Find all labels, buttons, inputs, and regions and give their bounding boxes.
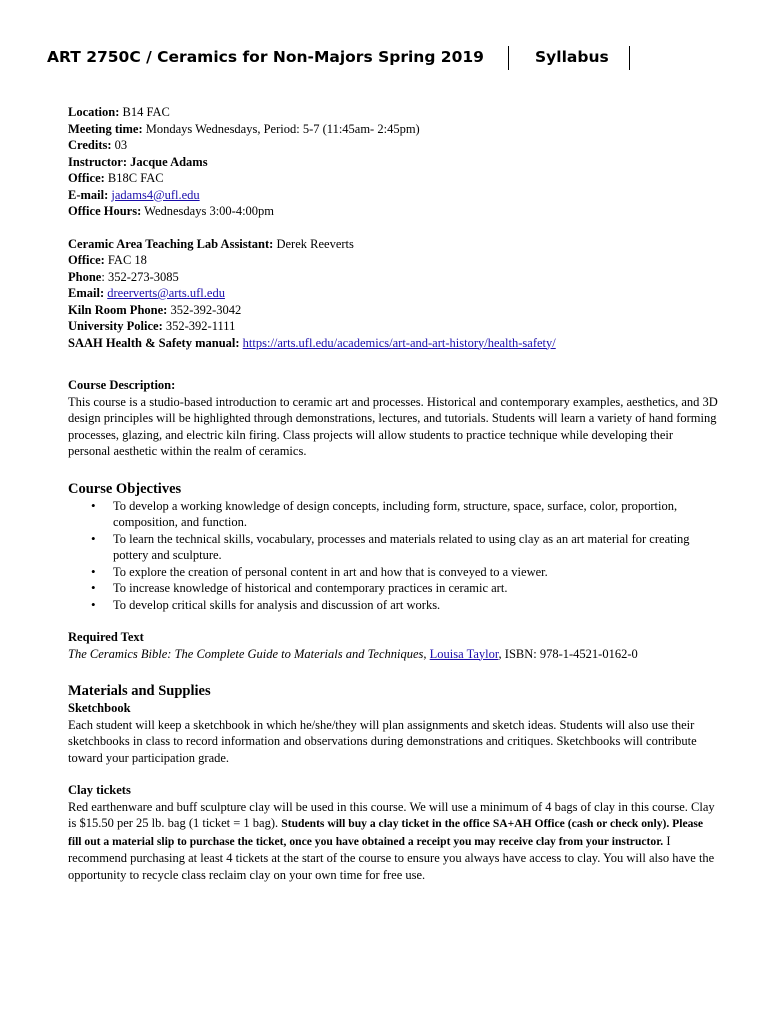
course-title: ART 2750C / Ceramics for Non-Majors Spring 2019 <box>47 48 484 66</box>
isbn: , ISBN: 978-1-4521-0162-0 <box>498 646 638 661</box>
clay-body-instructions: Students will buy a clay ticket in the office SA+AH Office (cash or check only). Please fill out a material slip to purchase the ticket, once you have obtained a receipt you may receive clay from your instructor. <box>68 817 704 848</box>
instructor-label: Instructor: <box>68 154 128 169</box>
author-link[interactable]: Louisa Taylor <box>429 646 499 661</box>
list-item: • To increase knowledge of historical and contemporary practices in ceramic art. <box>113 580 718 597</box>
kiln-value: 352-392-3042 <box>170 302 242 317</box>
description-heading: Course Description: <box>68 378 176 392</box>
lab-office-label: Office: <box>68 253 105 267</box>
manual-label: SAAH Health & Safety manual: <box>68 335 240 350</box>
credits-value: 03 <box>114 138 128 152</box>
safety-manual-link[interactable]: https://arts.ufl.edu/academics/art-and-art-history/health-safety/ <box>242 335 556 350</box>
required-text-heading: Required Text <box>68 630 144 644</box>
objectives-heading: Course Objectives <box>68 480 182 497</box>
meeting-value: Mondays Wednesdays, Period: 5-7 (11:45am- 2:45pm) <box>145 121 420 136</box>
course-description <box>68 377 718 460</box>
document-body <box>68 104 718 883</box>
instructor-value: Jacque Adams <box>130 154 208 169</box>
required-text <box>68 629 718 662</box>
email-label: E-mail: <box>68 187 109 202</box>
sketchbook-heading: Sketchbook <box>68 701 131 715</box>
office-label: Office: <box>68 171 105 185</box>
assistant-label: Ceramic Area Teaching Lab Assistant: <box>68 236 274 251</box>
assistant-value: Derek Reeverts <box>276 236 354 251</box>
lab-info <box>68 236 718 352</box>
police-label: University Police: <box>68 319 163 333</box>
instructor-email-link[interactable]: jadams4@ufl.edu <box>111 187 200 202</box>
list-item: • To explore the creation of personal content in art and how that is conveyed to a viewer. <box>113 564 718 581</box>
course-objectives <box>68 480 718 614</box>
clay-body <box>68 799 718 884</box>
clay-heading: Clay tickets <box>68 783 131 797</box>
lab-phone-value: : 352-273-3085 <box>101 269 179 284</box>
objectives-list <box>68 498 718 614</box>
materials-heading: Materials and Supplies <box>68 683 211 699</box>
hours-value: Wednesdays 3:00-4:00pm <box>144 204 275 218</box>
list-item: • To learn the technical skills, vocabulary, processes and materials related to using clay as an art material for creating pottery and sculpture. <box>113 531 718 564</box>
sketchbook-body: Each student will keep a sketchbook in which he/she/they will plan assignments and sketch ideas. Students will also use their sketchbooks in class to record information and observations during demonstrations and critiques. Sketchbooks will contribute toward your participation grade. <box>68 717 697 765</box>
header-label: Syllabus <box>535 48 609 66</box>
location-label: Location: <box>68 105 120 119</box>
meeting-label: Meeting time: <box>68 121 143 136</box>
lab-office-value: FAC 18 <box>107 253 147 267</box>
credits-label: Credits: <box>68 138 112 152</box>
materials-section <box>68 682 718 883</box>
office-value: B18C FAC <box>107 171 164 185</box>
clay-body-intro: Red earthenware and buff sculpture clay will be used in this course. We will use a minimum of 4 bags of clay in this course. Clay is $15.50 per 25 lb. bag (1 ticket = 1 bag). <box>68 799 715 830</box>
header-divider <box>508 46 509 70</box>
clay-body-outro: I recommend purchasing at least 4 tickets at the start of the course to ensure you always have access to clay. You will also have the opportunity to recycle class reclaim clay on your own time for free use. <box>68 833 715 882</box>
kiln-label: Kiln Room Phone: <box>68 302 168 317</box>
police-value: 352-392-1111 <box>165 319 236 333</box>
lab-email-label: Email: <box>68 286 105 300</box>
book-title: The Ceramics Bible: The Complete Guide to Materials and Techniques <box>68 646 424 661</box>
list-item: • To develop critical skills for analysis and discussion of art works. <box>113 597 718 614</box>
page-header <box>47 46 647 72</box>
location-value: B14 FAC <box>122 105 170 119</box>
header-divider <box>629 46 630 70</box>
lab-phone-label: Phone <box>68 269 102 284</box>
hours-label: Office Hours: <box>68 204 142 218</box>
description-body: This course is a studio-based introduction to ceramic art and processes. Historical and contemporary examples, aesthetics, and 3D design principles will be highlighted through demonstrations, lectures, and tutorials. Students will learn a variety of hand forming processes, glazing, and electric kiln firing. Class projects will allow students to practice technique while developing their personal aesthetic within the realm of ceramics. <box>68 394 718 458</box>
lab-email-link[interactable]: dreerverts@arts.ufl.edu <box>107 286 225 300</box>
separator: , <box>423 646 430 661</box>
course-info <box>68 104 718 220</box>
list-item: • To develop a working knowledge of design concepts, including form, structure, space, surface, color, proportion, composition, and function. <box>113 498 718 531</box>
